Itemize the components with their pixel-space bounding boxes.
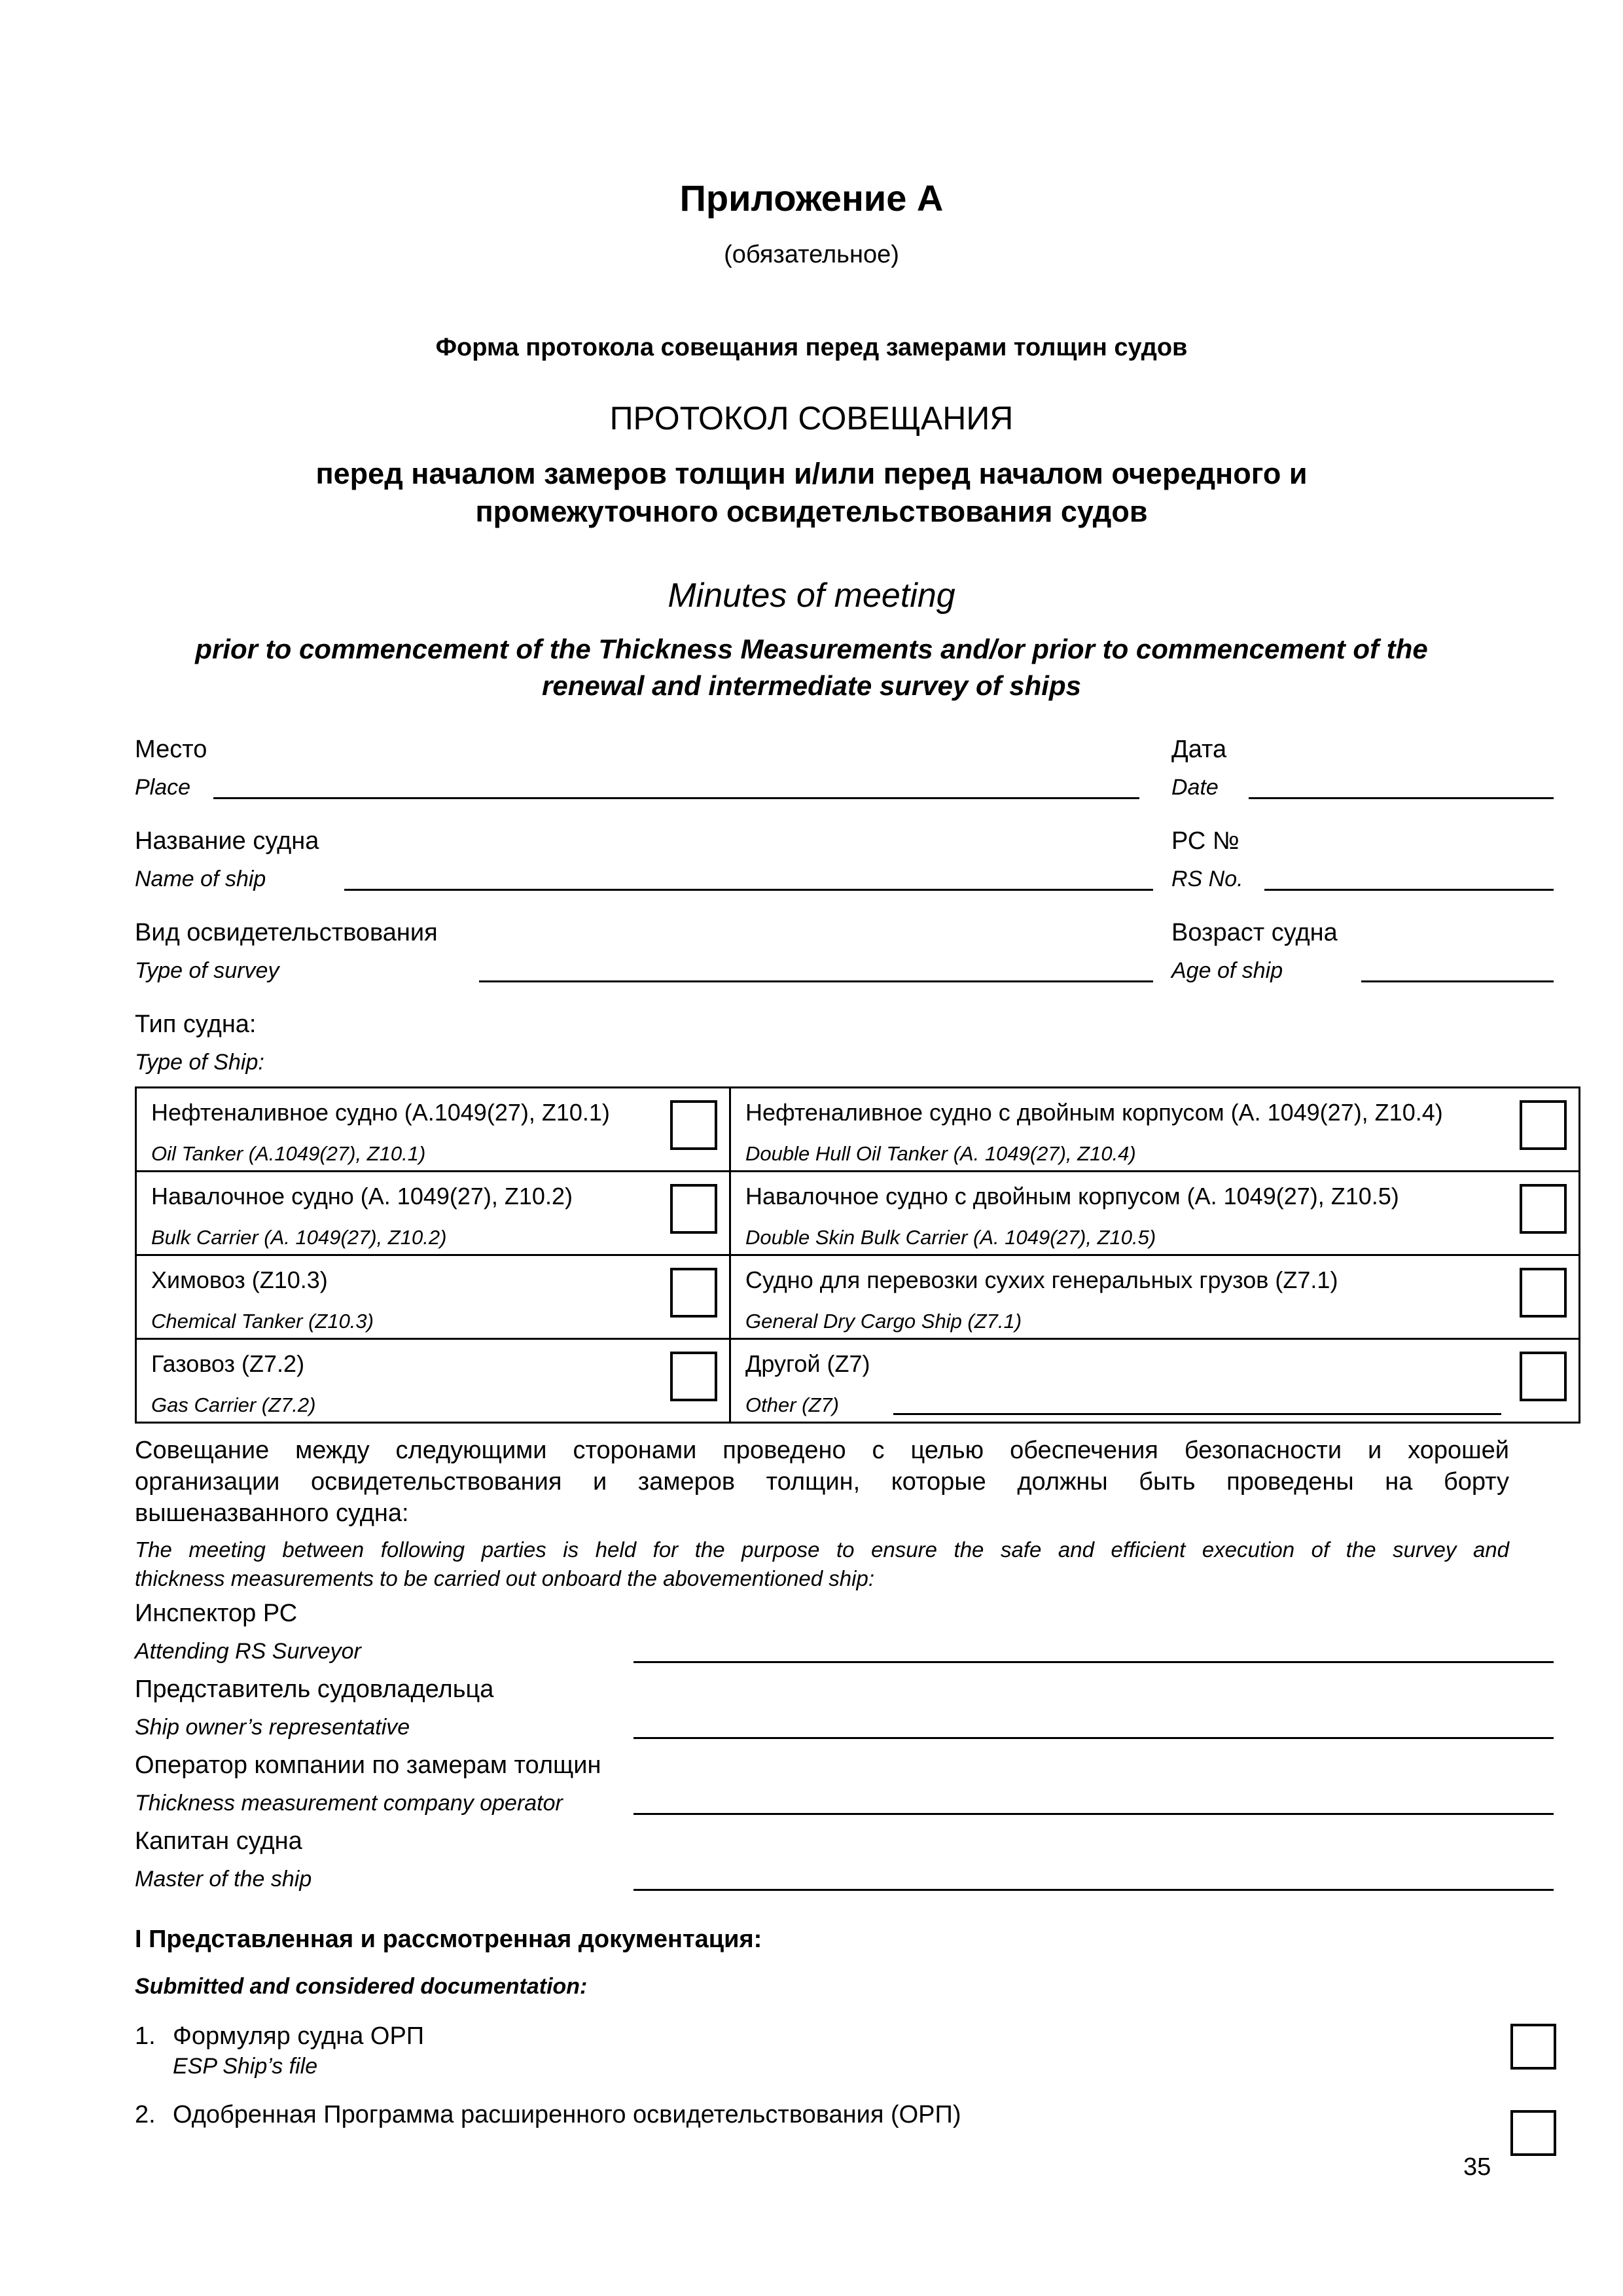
chemical-tanker-checkbox[interactable]	[670, 1268, 717, 1318]
ship-type-label-ru: Нефтеналивное судно с двойным корпусом (А. 1049(27), Z10.4)	[745, 1099, 1443, 1126]
survey-type-field[interactable]	[479, 980, 1153, 982]
appendix-title: Приложение А	[679, 177, 944, 219]
date-label: Дата	[1171, 736, 1227, 763]
survey-type-label-en: Type of survey	[135, 958, 279, 983]
ship-type-label-ru: Навалочное судно с двойным корпусом (А. 1049(27), Z10.5)	[745, 1183, 1399, 1210]
meeting-ru-line2: организации освидетельствования и замеров толщин, которые должны быть проведены на борту	[135, 1468, 1509, 1496]
ship-name-label: Название судна	[135, 827, 319, 855]
appendix-note: (обязательное)	[724, 241, 899, 268]
ship-type-label-en: Double Hull Oil Tanker (A. 1049(27), Z10.4)	[745, 1142, 1136, 1165]
esp-program-checkbox[interactable]	[1510, 2110, 1556, 2156]
bulk-carrier-checkbox[interactable]	[670, 1184, 717, 1234]
ship-name-label-en: Name of ship	[135, 867, 266, 891]
section-title-en: Submitted and considered documentation:	[135, 1974, 588, 1999]
ship-type-label-en: Chemical Tanker (Z10.3)	[151, 1310, 374, 1333]
general-dry-cargo-checkbox[interactable]	[1520, 1268, 1567, 1318]
table-row	[136, 1172, 1580, 1255]
english-subtitle-line2: renewal and intermediate survey of ships	[542, 670, 1081, 701]
ship-type-cell	[136, 1339, 730, 1423]
tm-operator-field[interactable]	[633, 1813, 1554, 1815]
rs-surveyor-field[interactable]	[633, 1661, 1554, 1663]
doc-item-label-en: ESP Ship’s file	[173, 2054, 318, 2079]
owner-representative-field[interactable]	[633, 1737, 1554, 1739]
double-hull-oil-tanker-checkbox[interactable]	[1520, 1100, 1567, 1150]
rs-number-field[interactable]	[1264, 889, 1554, 891]
ship-type-cell	[730, 1172, 1580, 1255]
ship-type-cell	[730, 1255, 1580, 1339]
ship-type-table	[135, 1086, 1580, 1424]
ship-type-label-en: Bulk Carrier (A. 1049(27), Z10.2)	[151, 1226, 447, 1249]
place-label-en: Place	[135, 775, 191, 800]
place-label: Место	[135, 736, 207, 763]
oil-tanker-checkbox[interactable]	[670, 1100, 717, 1150]
party-label-en: Master of the ship	[135, 1867, 312, 1892]
ship-type-label-en: Oil Tanker (A.1049(27), Z10.1)	[151, 1142, 426, 1165]
rs-number-label-en: RS No.	[1171, 867, 1243, 891]
table-row	[136, 1255, 1580, 1339]
ship-type-cell	[136, 1255, 730, 1339]
ship-type-label-ru: Нефтеналивное судно (А.1049(27), Z10.1)	[151, 1099, 610, 1126]
ship-type-cell	[730, 1088, 1580, 1172]
ship-type-label-en: Type of Ship:	[135, 1050, 264, 1075]
party-label-en: Ship owner’s representative	[135, 1715, 410, 1740]
ship-type-label-ru: Химовоз (Z10.3)	[151, 1266, 328, 1293]
ship-name-field[interactable]	[344, 889, 1153, 891]
date-label-en: Date	[1171, 775, 1219, 800]
protocol-subtitle-line2: промежуточного освидетельствования судов	[475, 495, 1148, 528]
ship-type-label-ru: Навалочное судно (А. 1049(27), Z10.2)	[151, 1183, 573, 1210]
english-title: Minutes of meeting	[668, 577, 955, 615]
gas-carrier-checkbox[interactable]	[670, 1352, 717, 1401]
doc-item-number: 2.	[135, 2101, 156, 2128]
meeting-ru-line1: Совещание между следующими сторонами проведено с целью обеспечения безопасности и хорошей	[135, 1437, 1509, 1464]
meeting-paragraph-en	[135, 1535, 1509, 1593]
ship-type-label-ru: Газовоз (Z7.2)	[151, 1350, 305, 1377]
page-number: 35	[1463, 2153, 1491, 2181]
doc-item-label-ru: Одобренная Программа расширенного освидетельствования (ОРП)	[173, 2101, 961, 2128]
party-label-ru: Инспектор РС	[135, 1600, 298, 1627]
rs-number-label: РС №	[1171, 827, 1240, 855]
party-label-ru: Оператор компании по замерам толщин	[135, 1751, 601, 1779]
ship-type-label-ru: Другой (Z7)	[745, 1350, 870, 1377]
ship-type-cell	[136, 1088, 730, 1172]
ship-type-label-en: Other (Z7)	[745, 1393, 839, 1416]
meeting-paragraph-ru	[135, 1435, 1509, 1529]
protocol-title: ПРОТОКОЛ СОВЕЩАНИЯ	[609, 400, 1014, 437]
other-checkbox[interactable]	[1520, 1352, 1567, 1401]
other-ship-type-field[interactable]	[893, 1413, 1501, 1415]
ship-type-cell	[730, 1339, 1580, 1423]
ship-type-label-en: Gas Carrier (Z7.2)	[151, 1393, 316, 1416]
ship-age-label-en: Age of ship	[1171, 958, 1283, 983]
ship-age-label: Возраст судна	[1171, 919, 1338, 946]
party-label-ru: Капитан судна	[135, 1827, 302, 1855]
party-label-en: Thickness measurement company operator	[135, 1791, 563, 1816]
ship-type-label: Тип судна:	[135, 1011, 257, 1038]
double-skin-bulk-carrier-checkbox[interactable]	[1520, 1184, 1567, 1234]
doc-item-label-ru: Формуляр судна ОРП	[173, 2022, 425, 2050]
doc-item-number: 1.	[135, 2022, 156, 2050]
meeting-en-line2: thickness measurements to be carried out onboard the abovementioned ship:	[135, 1566, 875, 1590]
english-subtitle-line1: prior to commencement of the Thickness Measurements and/or prior to commencement of the	[195, 634, 1428, 664]
place-field[interactable]	[213, 797, 1139, 799]
section-title-ru: I Представленная и рассмотренная документация:	[135, 1926, 762, 1953]
ship-type-label-en: General Dry Cargo Ship (Z7.1)	[745, 1310, 1022, 1333]
table-row	[136, 1088, 1580, 1172]
date-field[interactable]	[1249, 797, 1554, 799]
master-field[interactable]	[633, 1889, 1554, 1891]
party-label-ru: Представитель судовладельца	[135, 1676, 494, 1703]
meeting-ru-line3: вышеназванного судна:	[135, 1499, 409, 1527]
ship-age-field[interactable]	[1361, 980, 1554, 982]
form-title: Форма протокола совещания перед замерами толщин судов	[435, 334, 1188, 361]
party-label-en: Attending RS Surveyor	[135, 1639, 361, 1664]
ship-type-label-ru: Судно для перевозки сухих генеральных грузов (Z7.1)	[745, 1266, 1338, 1293]
survey-type-label: Вид освидетельствования	[135, 919, 438, 946]
ship-type-cell	[136, 1172, 730, 1255]
table-row	[136, 1339, 1580, 1423]
protocol-subtitle-line1: перед началом замеров толщин и/или перед началом очередного и	[315, 457, 1308, 490]
meeting-en-line1: The meeting between following parties is held for the purpose to ensure the safe and efficient execution of the survey and	[135, 1537, 1509, 1562]
esp-file-checkbox[interactable]	[1510, 2024, 1556, 2070]
ship-type-label-en: Double Skin Bulk Carrier (A. 1049(27), Z10.5)	[745, 1226, 1156, 1249]
